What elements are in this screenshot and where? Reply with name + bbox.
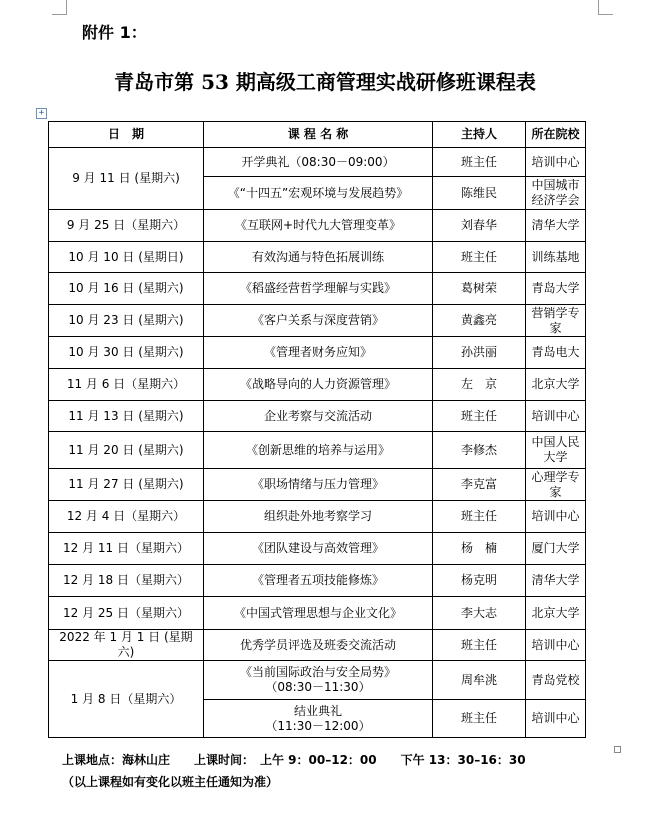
school-cell: 培训中心 [526,700,586,738]
course-cell: 《中国式管理思想与企业文化》 [204,597,433,630]
school-cell: 培训中心 [526,401,586,432]
table-header-row [49,122,586,148]
school-cell: 北京大学 [526,369,586,401]
page-corner-mark-right [598,0,613,15]
host-cell: 葛树荣 [433,273,526,305]
host-cell: 黄鑫亮 [433,305,526,337]
course-cell: 有效沟通与特色拓展训练 [204,242,433,273]
host-cell: 班主任 [433,501,526,533]
course-time: （08:30－11:30） [265,680,371,694]
host-cell: 班主任 [433,148,526,177]
host-cell: 周牟洮 [433,661,526,700]
date-cell: 10 月 23 日 (星期六) [49,305,204,337]
host-cell: 左 京 [433,369,526,401]
date-cell: 11 月 6 日（星期六） [49,369,204,401]
school-cell: 训练基地 [526,242,586,273]
course-cell: 《稻盛经营哲学理解与实践》 [204,273,433,305]
host-cell: 班主任 [433,630,526,661]
school-cell: 青岛党校 [526,661,586,700]
school-cell: 中国城市经济学会 [526,177,586,210]
header-host: 主持人 [433,122,526,148]
table-move-handle-icon[interactable]: + [36,108,47,119]
host-cell: 班主任 [433,700,526,738]
school-cell: 青岛电大 [526,337,586,369]
school-cell: 北京大学 [526,597,586,630]
date-cell: 10 月 16 日 (星期六) [49,273,204,305]
school-cell: 中国人民大学 [526,432,586,469]
school-cell: 清华大学 [526,565,586,597]
schedule-table [48,121,586,738]
table-row [49,369,586,401]
course-cell [204,700,433,738]
host-cell: 陈维民 [433,177,526,210]
course-cell: 《团队建设与高效管理》 [204,533,433,565]
host-cell: 杨 楠 [433,533,526,565]
table-row [49,305,586,337]
table-row [49,565,586,597]
table-row [49,148,586,177]
date-cell: 9 月 11 日 (星期六) [49,148,204,210]
school-cell: 培训中心 [526,148,586,177]
host-cell: 孙洪丽 [433,337,526,369]
school-cell: 培训中心 [526,630,586,661]
date-cell: 9 月 25 日（星期六） [49,210,204,242]
date-cell: 12 月 4 日（星期六） [49,501,204,533]
table-row [49,273,586,305]
course-time: （11:30－12:00） [265,718,371,733]
course-cell [204,661,433,700]
class-location-time: 上课地点：海林山庄 上课时间： 上午 9：00–12：00 下午 13：30–16：30 [62,753,526,767]
table-row [49,337,586,369]
school-cell: 青岛大学 [526,273,586,305]
table-row [49,630,586,661]
school-cell: 心理学专家 [526,469,586,501]
table-row [49,432,586,469]
page-title: 青岛市第 53 期高级工商管理实战研修班课程表 [114,70,536,94]
host-cell: 班主任 [433,401,526,432]
date-cell: 1 月 8 日（星期六） [49,661,204,738]
date-cell: 12 月 25 日（星期六） [49,597,204,630]
host-cell: 杨克明 [433,565,526,597]
school-cell: 厦门大学 [526,533,586,565]
table-row [49,597,586,630]
course-cell: 组织赴外地考察学习 [204,501,433,533]
header-date: 日 期 [49,122,204,148]
change-note: （以上课程如有变化以班主任通知为准） [62,775,279,789]
course-cell: 开学典礼（08:30－09:00） [204,148,433,177]
date-cell: 11 月 20 日 (星期六) [49,432,204,469]
date-cell: 10 月 30 日 (星期六) [49,337,204,369]
host-cell: 李修杰 [433,432,526,469]
course-cell: 《职场情绪与压力管理》 [204,469,433,501]
course-cell: 《战略导向的人力资源管理》 [204,369,433,401]
page-corner-mark-left [52,0,67,15]
host-cell: 李克富 [433,469,526,501]
table-row [49,533,586,565]
school-cell: 培训中心 [526,501,586,533]
table-row [49,401,586,432]
date-cell: 11 月 13 日 (星期六) [49,401,204,432]
table-row [49,242,586,273]
school-cell: 清华大学 [526,210,586,242]
host-cell: 李大志 [433,597,526,630]
date-cell: 10 月 10 日 (星期日) [49,242,204,273]
table-row [49,501,586,533]
table-row [49,210,586,242]
header-school: 所在院校 [526,122,586,148]
table-resize-handle[interactable] [614,746,621,753]
course-title: 结业典礼 [293,703,342,718]
attachment-label: 附件 1： [82,23,147,42]
date-cell: 2022 年 1 月 1 日 (星期六) [49,630,204,661]
course-cell: 《管理者财务应知》 [204,337,433,369]
date-cell: 11 月 27 日 (星期六) [49,469,204,501]
course-cell: 《客户关系与深度营销》 [204,305,433,337]
course-title: 《当前国际政治与安全局势》 [239,665,396,679]
school-cell: 营销学专家 [526,305,586,337]
date-cell: 12 月 11 日（星期六） [49,533,204,565]
course-cell: 企业考察与交流活动 [204,401,433,432]
header-course: 课 程 名 称 [204,122,433,148]
host-cell: 刘春华 [433,210,526,242]
table-row [49,661,586,700]
course-cell: 优秀学员评选及班委交流活动 [204,630,433,661]
date-cell: 12 月 18 日（星期六） [49,565,204,597]
course-cell: 《互联网+时代九大管理变革》 [204,210,433,242]
course-cell: 《创新思维的培养与运用》 [204,432,433,469]
table-row [49,469,586,501]
course-cell: 《“十四五”宏观环境与发展趋势》 [204,177,433,210]
course-cell: 《管理者五项技能修炼》 [204,565,433,597]
host-cell: 班主任 [433,242,526,273]
